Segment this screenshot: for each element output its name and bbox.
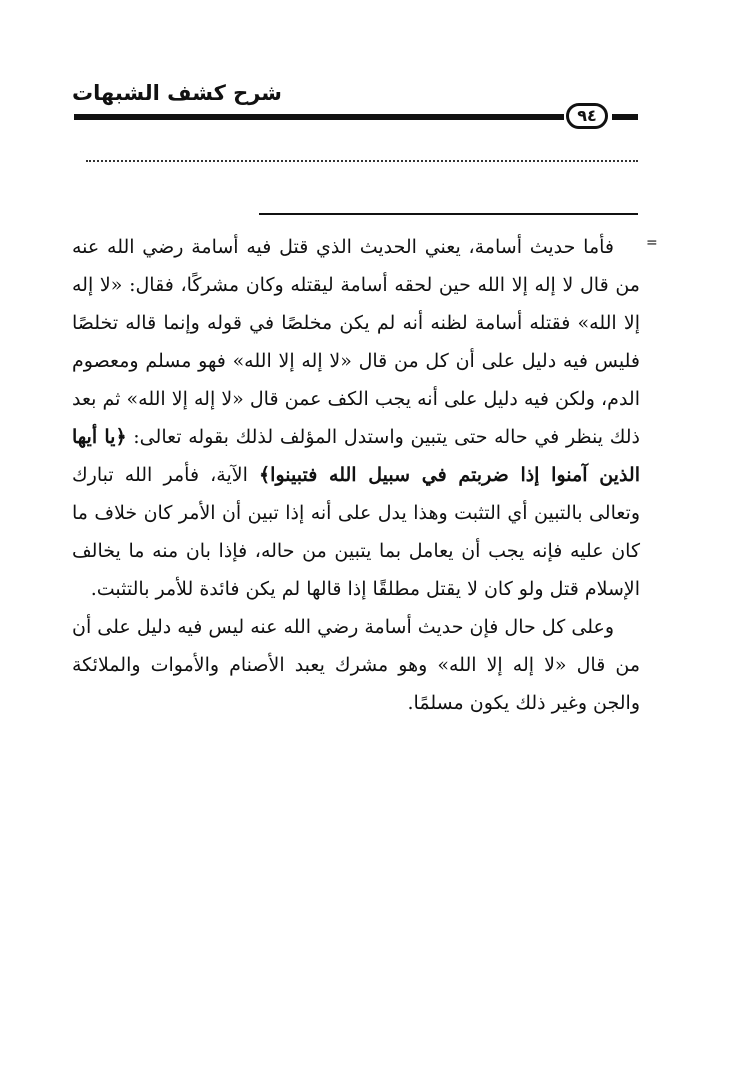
paragraph-2 [72,608,640,722]
text-segment: وعلى كل حال فإن حديث أسامة رضي الله عنه ليس فيه دليل على أن من قال [72,616,640,676]
running-title: شرح كشف الشبهات [72,81,282,105]
body-text [72,228,640,722]
quoted-phrase: «لا إله إلا الله» [72,274,641,334]
text-segment: فقتله أسامة لظنه أنه لم يكن مخلصًا في قوله وإنما قاله تخلصًا فليس فيه دليل على أن كل من قال [72,312,641,372]
quoted-phrase: «لا إله إلا الله» [437,654,567,676]
quoted-phrase: «لا إله إلا الله» [126,388,244,410]
header-rule [74,114,564,120]
quran-verse: ﴿يا أيها الذين آمنوا إذا ضربتم في سبيل الله فتبينوا﴾ [72,426,640,486]
margin-mark: = [646,235,658,251]
dotted-separator [86,160,638,162]
header-rule-stub [612,114,638,120]
quoted-phrase: «لا إله إلا الله» [232,350,352,372]
text-segment: الآية، فأمر الله تبارك وتعالى بالتبين أي التثبت وهذا يدل على أنه إذا تبين أن الأمر كان خلاف ما كان عليه فإنه يجب أن يعامل بما يتبين من حاله، فإذا بان منه ما يخالف الإسلام قتل ولو كان لا يقتل مطلقًا إذا قالها لم يكن فائدة للأمر بالتثبت. [72,464,640,600]
text-segment: فأما حديث أسامة، يعني الحديث الذي قتل فيه أسامة رضي الله عنه من قال لا إله إلا الله حين لحقه أسامة ليقتله وكان مشركًا، فقال: [72,236,640,296]
page-number: ٩٤ [566,103,608,129]
text-segment: فهو مسلم ومعصوم الدم، ولكن فيه دليل على أنه يجب الكف عمن قال [72,350,640,410]
text-segment: وهو مشرك يعبد الأصنام والأموات والملائكة والجن وغير ذلك يكون مسلمًا. [72,654,640,714]
paragraph-1 [72,228,640,608]
text-segment: ثم بعد ذلك ينظر في حاله حتى يتبين واستدل المؤلف لذلك بقوله تعالى: [72,388,640,448]
section-rule [259,213,638,215]
